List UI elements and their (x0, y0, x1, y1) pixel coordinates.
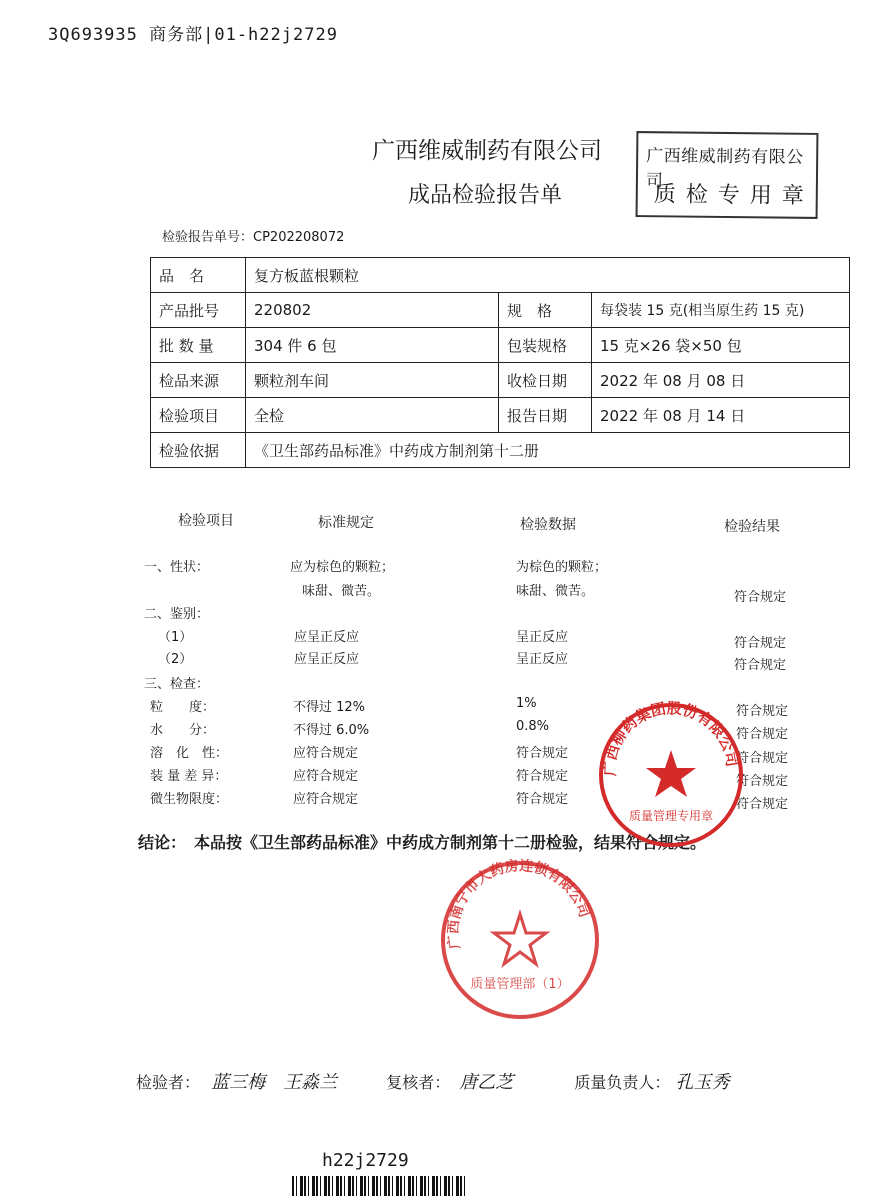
row-result: 符合规定 (736, 727, 789, 742)
table-row (151, 363, 850, 398)
row-data: 符合规定 (516, 769, 569, 784)
quantity-value: 304 件 6 包 (246, 328, 499, 363)
row-data: 呈正反应 (516, 630, 569, 645)
row-label: 微生物限度： (150, 792, 229, 807)
footer-code: h22j2729 (322, 1150, 409, 1171)
row-standard: 不得过 6.0% (293, 723, 370, 738)
batch-value: 220802 (246, 293, 499, 328)
svg-text:广西南宁市大药房连锁有限公司 (445, 858, 593, 950)
signature-line (136, 1068, 730, 1094)
quality-seal-pharmacy (438, 858, 602, 1022)
basis-value: 《卫生部药品标准》中药成方制剂第十二册 (246, 433, 850, 468)
packaging-value: 15 克×26 袋×50 包 (592, 328, 850, 363)
row-standard: 应呈正反应 (294, 630, 360, 645)
row-standard: 不得过 12% (293, 700, 366, 715)
row-label: 装 量 差 异： (150, 769, 228, 784)
conclusion-text: 结论： 本品按《卫生部药品标准》中药成方制剂第十二册检验，结果符合规定。 (138, 833, 707, 852)
quality-manager-label: 质量负责人： (574, 1073, 671, 1092)
quantity-label: 批 数 量 (151, 328, 246, 363)
packaging-label: 包装规格 (499, 328, 592, 363)
spec-value: 每袋装 15 克(相当原生药 15 克) (592, 293, 850, 328)
row-result: 符合规定 (736, 704, 789, 719)
qc-stamp-box (636, 131, 819, 219)
row-label: 粒 度： (150, 700, 216, 715)
row-result: 符合规定 (736, 797, 789, 812)
table-row (151, 433, 850, 468)
receive-date-label: 收检日期 (499, 363, 592, 398)
column-header-result: 检验结果 (724, 519, 780, 535)
row-result: 符合规定 (734, 590, 787, 605)
reviewer-label: 复核者： (386, 1073, 451, 1092)
seal-bottom-text: 质量管理专用章 (628, 809, 714, 823)
row-data: 符合规定 (516, 792, 569, 807)
row-data: 为棕色的颗粒； (516, 560, 608, 575)
row-data: 呈正反应 (516, 652, 569, 667)
seal-bottom-text: 质量管理部（1） (470, 977, 570, 992)
stamp-purpose-text: 质检专用章 (653, 182, 814, 209)
inspector-label: 检验者： (136, 1073, 201, 1092)
inspector-signature: 蓝三梅 王淼兰 (211, 1072, 338, 1093)
row-data: 味甜、微苦。 (516, 584, 595, 599)
row-standard: 应为棕色的颗粒； (290, 560, 395, 575)
company-name: 广西维威制药有限公司 (372, 138, 602, 164)
source-label: 检品来源 (151, 363, 246, 398)
reviewer-signature: 唐乙芝 (459, 1072, 514, 1093)
row-result: 符合规定 (734, 636, 787, 651)
quality-seal-liuyao (596, 700, 746, 850)
column-header-item: 检验项目 (178, 513, 234, 529)
row-result: 符合规定 (736, 751, 789, 766)
row-label: （2） (158, 652, 193, 667)
row-standard: 应呈正反应 (294, 652, 360, 667)
row-standard: 应符合规定 (293, 792, 359, 807)
source-value: 颗粒剂车间 (246, 363, 499, 398)
receive-date-value: 2022 年 08 月 08 日 (592, 363, 850, 398)
column-header-standard: 标准规定 (318, 515, 374, 531)
row-standard: 应符合规定 (293, 769, 359, 784)
table-row (151, 328, 850, 363)
quality-manager-signature: 孔玉秀 (675, 1072, 730, 1093)
row-data: 0.8% (516, 719, 550, 734)
row-data: 1% (516, 696, 537, 711)
document-id-line: 3Q693935 商务部|01-h22j2729 (48, 25, 338, 45)
row-standard: 味甜、微苦。 (302, 584, 381, 599)
row-label: 水 分： (150, 723, 216, 738)
report-date-label: 报告日期 (499, 398, 592, 433)
row-label: 二、鉴别： (144, 607, 210, 622)
row-label: （1） (158, 630, 193, 645)
barcode-image (292, 1176, 468, 1196)
table-row (151, 293, 850, 328)
product-name-value: 复方板蓝根颗粒 (246, 258, 850, 293)
basis-label: 检验依据 (151, 433, 246, 468)
row-result: 符合规定 (736, 774, 789, 789)
product-info-table (150, 257, 850, 468)
stamp-company-text: 广西维威制药有限公司 (645, 146, 804, 192)
table-row (151, 258, 850, 293)
seal-arc-text: 广西南宁市大药房连锁有限公司 (445, 858, 593, 950)
row-result: 符合规定 (734, 658, 787, 673)
row-data: 符合规定 (516, 746, 569, 761)
row-standard: 应符合规定 (293, 746, 359, 761)
row-label: 三、检查： (144, 677, 210, 692)
column-header-data: 检验数据 (520, 517, 576, 533)
batch-label: 产品批号 (151, 293, 246, 328)
report-date-value: 2022 年 08 月 14 日 (592, 398, 850, 433)
inspection-item-label: 检验项目 (151, 398, 246, 433)
table-row (151, 398, 850, 433)
spec-label: 规 格 (499, 293, 592, 328)
row-label: 溶 化 性： (150, 746, 229, 761)
row-label: 一、性状： (144, 560, 210, 575)
seal-arc-text: 广西柳药集团股份有限公司 (600, 700, 742, 777)
report-number: 检验报告单号：CP202208072 (162, 230, 345, 245)
inspection-item-value: 全检 (246, 398, 499, 433)
document-title: 成品检验报告单 (408, 183, 563, 208)
product-name-label: 品 名 (151, 258, 246, 293)
